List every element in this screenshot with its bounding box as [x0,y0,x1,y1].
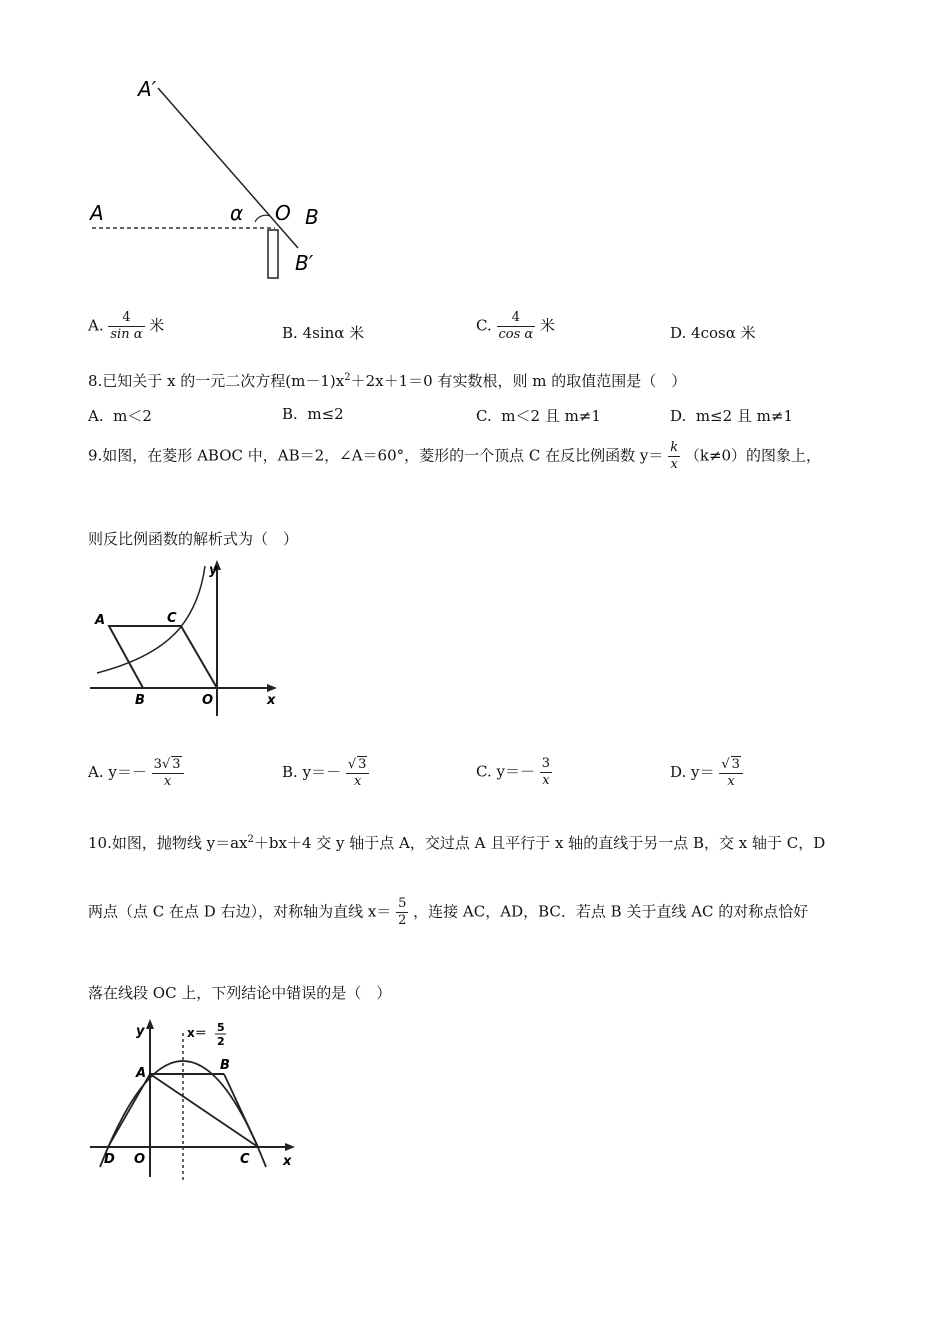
label-x: x [267,693,276,708]
q8-option-d[interactable] [670,405,793,426]
label-b: B [135,693,145,708]
option-prefix: y＝ [691,763,715,781]
q9-fraction [668,440,680,473]
q9-stem-before: 9.如图，在菱形 ABOC 中，AB＝2，∠A＝60°，菱形的一个顶点 C 在反比例函数 y＝ [88,446,664,465]
label-y: y [136,1024,145,1039]
q8-stem [88,370,686,391]
q7-option-d[interactable] [670,322,756,343]
q9-option-a[interactable] [88,756,184,790]
fraction [540,756,552,789]
q9-option-d[interactable] [670,756,743,790]
q8-stem-after: ＋2x＋1＝0 有实数根，则 m 的取值范围是（ ） [350,372,687,390]
q7-option-b[interactable] [282,322,364,343]
label-c: C [240,1152,250,1167]
q8-option-a[interactable] [88,405,152,426]
option-text: m≤2 且 m≠1 [695,407,794,425]
fraction [497,310,536,343]
option-text: 4cosα 米 [691,324,756,342]
label-c: C [167,611,177,626]
fraction-denominator: x [163,774,172,789]
segment-ad [108,1074,150,1147]
label-o: O [275,201,291,225]
fraction [346,756,370,790]
label-d: D [104,1152,115,1167]
q10-line1-before: 10.如图，抛物线 y＝ax [88,834,248,852]
q10-stem-line1 [88,832,825,853]
option-text: 4sinα 米 [302,324,365,342]
label-alpha: α [230,201,244,225]
option-letter: C. [476,407,492,425]
radicand: 3 [172,757,181,772]
fraction [108,310,144,343]
q8-exponent: 2 [344,372,351,383]
q9-stem-after: （k≠0）的图象上， [684,446,822,465]
x-axis-arrow [267,684,277,692]
fraction-denominator: 2 [398,913,407,928]
option-prefix: y＝ [302,763,327,781]
option-prefix: y＝ [108,763,132,781]
option-letter: C. [476,316,492,335]
q8-stem-before: 8.已知关于 x 的一元二次方程(m－1)x [88,372,345,390]
q9-stem-line2: 则反比例函数的解析式为（ ） [88,530,299,548]
figure-q7-lamp [80,70,340,285]
option-letter: B. [282,763,298,781]
fraction-denominator: sin α [110,327,143,342]
fraction-denominator: x [727,774,735,789]
fraction-numerator: 5 [398,896,407,911]
fraction-numerator: 4 [108,310,144,327]
fraction-numerator: k [670,440,679,455]
post-rect [268,230,278,278]
label-a-prime: A′ [138,77,157,101]
option-letter: D. [670,324,687,342]
q9-stem [88,440,821,473]
coefficient: 3 [153,757,162,772]
hyperbola-curve [97,566,205,673]
label-o: O [134,1152,146,1167]
option-letter: C. [476,762,492,781]
q10-fraction [396,896,408,929]
q9-option-b[interactable] [282,756,369,790]
q10-line2-after: ，连接 AC，AD，BC．若点 B 关于直线 AC 的对称点恰好 [413,902,809,921]
fraction-numerator: √ 3 [719,756,743,774]
option-letter: A. [88,763,104,781]
q10-line2-before: 两点（点 C 在点 D 右边），对称轴为直线 x＝ [88,902,392,921]
label-b: B [220,1058,230,1073]
angle-arc [255,215,270,222]
option-unit: 米 [539,316,555,335]
radicand: 3 [731,757,740,772]
option-sign: － [131,763,147,781]
q10-line1-after: ＋bx＋4 交 y 轴于点 A，交过点 A 且平行于 x 轴的直线于另一点 B，交 x 轴于 C，D [253,834,826,852]
option-letter: B. [282,405,298,423]
label-a: A [95,613,106,628]
fraction-numerator: 3 [541,756,551,771]
option-text: m＜2 且 m≠1 [501,407,601,425]
fraction-denominator: x [542,773,550,788]
x-axis-arrow [285,1143,295,1151]
label-b: B [305,205,319,229]
option-text: m＜2 [113,407,152,425]
q7-option-c[interactable] [476,310,555,343]
option-letter: D. [670,763,687,781]
fraction-denominator: cos α [498,327,534,342]
fraction-numerator: √ 3 [346,756,370,774]
rhombus-aboc [109,626,217,688]
label-a: A [136,1066,147,1081]
fraction-numerator: 4 [497,310,536,327]
q8-option-b[interactable] [282,405,344,423]
y-axis-arrow [146,1019,154,1029]
fraction-numerator: 3√ 3 [152,756,184,774]
option-letter: A. [88,316,104,335]
label-axis-eq: x＝ [187,1026,207,1040]
q8-option-c[interactable] [476,405,601,426]
q10-stem-line3: 落在线段 OC 上，下列结论中错误的是（ ） [88,984,392,1002]
fraction-denominator: x [353,774,362,789]
label-axis-den: 2 [217,1035,225,1048]
option-text: m≤2 [307,405,344,423]
option-letter: A. [88,407,104,425]
option-letter: D. [670,407,687,425]
option-sign: － [519,762,535,781]
label-y: y [209,563,218,578]
fraction [719,756,743,790]
label-b-prime: B′ [295,251,314,275]
option-sign: － [326,763,342,781]
figure-q9-rhombus [85,558,285,718]
q9-option-c[interactable] [476,756,552,789]
q10-stem-line2 [88,896,808,929]
q7-option-a[interactable] [88,310,164,343]
fraction-denominator: x [670,457,678,472]
figure-q10-parabola [88,1015,303,1185]
label-a: A [90,201,104,225]
radicand: 3 [358,757,367,772]
label-axis-num: 5 [217,1021,225,1034]
option-unit: 米 [149,316,165,335]
option-prefix: y＝ [496,762,520,781]
fraction [152,756,184,790]
option-letter: B. [282,324,298,342]
label-x: x [283,1154,292,1169]
q10-exponent: 2 [247,834,254,845]
label-o: O [202,693,214,708]
